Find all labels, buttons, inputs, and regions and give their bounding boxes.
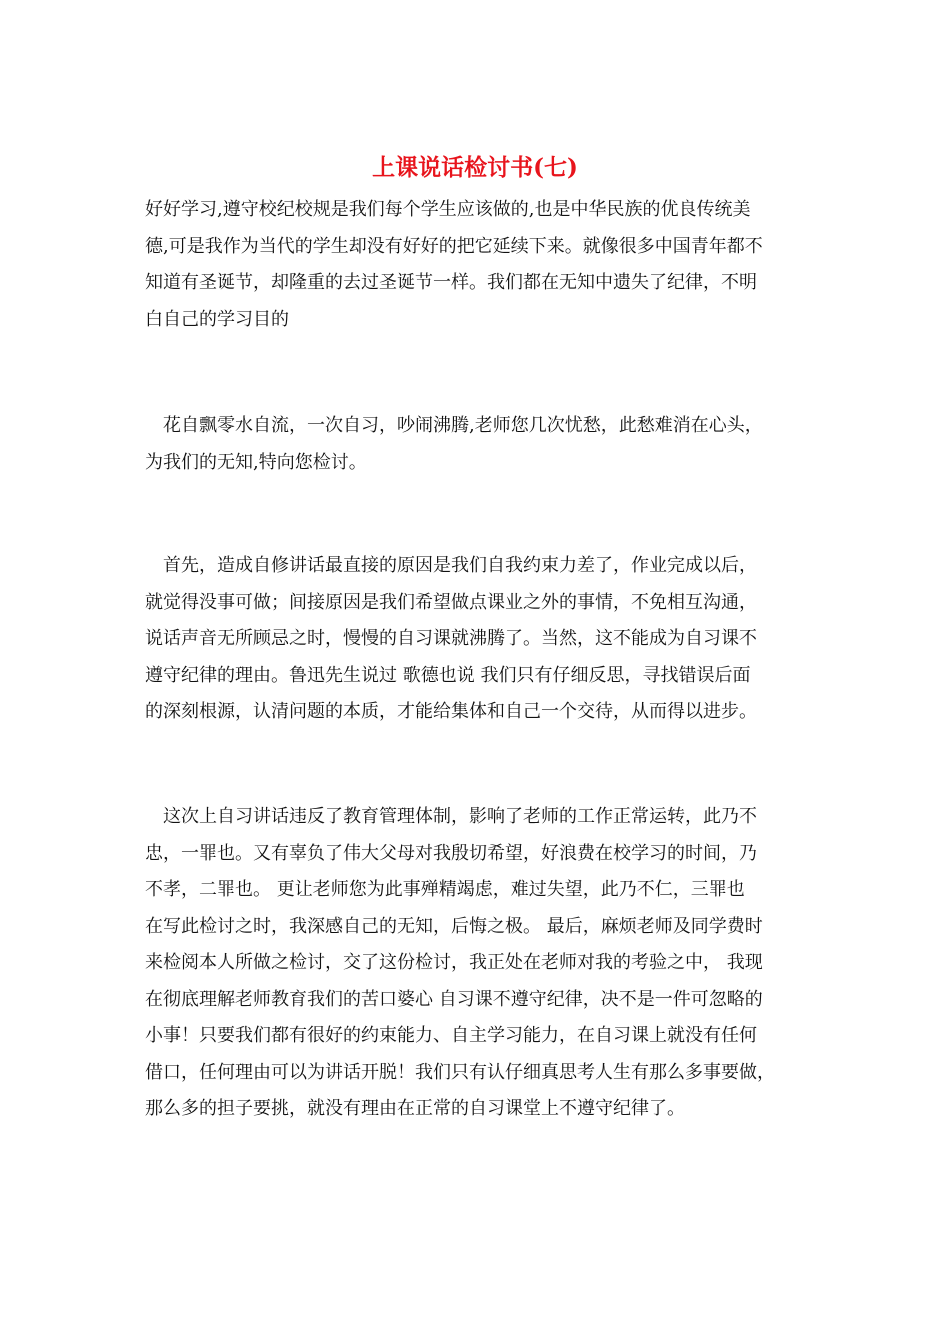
- paragraph-line: 在彻底理解老师教育我们的苦口婆心 自习课不遵守纪律，决不是一件可忽略的: [145, 988, 763, 1010]
- paragraph-line: 来检阅本人所做之检讨，交了这份检讨，我正处在老师对我的考验之中， 我现: [145, 952, 763, 973]
- paragraph-line: 那么多的担子要挑，就没有理由在正常的自习课堂上不遵守纪律了。: [145, 1098, 685, 1119]
- paragraph-line: 忠，一罪也。又有辜负了伟大父母对我殷切希望，好浪费在校学习的时间，乃: [145, 842, 757, 864]
- paragraph-line: 好好学习,遵守校纪校规是我们每个学生应该做的,也是中华民族的优良传统美: [145, 199, 751, 220]
- paragraph-3: [145, 548, 757, 731]
- paragraph-line: 首先，造成自修讲话最直接的原因是我们自我约束力差了，作业完成以后，: [163, 555, 757, 576]
- paragraph-line: 这次上自习讲话违反了教育管理体制，影响了老师的工作正常运转，此乃不: [163, 806, 757, 827]
- paragraph-line: 小事！只要我们都有很好的约束能力、自主学习能力，在自习课上就没有任何: [145, 1025, 757, 1046]
- paragraph-line: 德,可是我作为当代的学生却没有好好的把它延续下来。就像很多中国青年都不: [145, 235, 763, 257]
- paragraph-line: 白自己的学习目的: [145, 308, 289, 330]
- paragraph-4: [145, 799, 775, 1128]
- paragraph-2: [145, 408, 763, 481]
- paragraph-line: 花自飘零水自流，一次自习，吵闹沸腾,老师您几次忧愁，此愁难消在心头，: [163, 415, 763, 436]
- paragraph-line: 的深刻根源，认清问题的本质，才能给集体和自己一个交待，从而得以进步。: [145, 701, 757, 722]
- paragraph-line: 遵守纪律的理由。鲁迅先生说过 歌德也说 我们只有仔细反思，寻找错误后面: [145, 664, 751, 686]
- paragraph-line: 知道有圣诞节，却隆重的去过圣诞节一样。我们都在无知中遗失了纪律，不明: [145, 272, 757, 293]
- paragraph-line: 就觉得没事可做；间接原因是我们希望做点课业之外的事情，不免相互沟通，: [145, 591, 757, 613]
- document-title: 上课说话检讨书(七): [372, 154, 578, 181]
- paragraph-line: 为我们的无知,特向您检讨。: [145, 451, 367, 473]
- paragraph-line: 在写此检讨之时，我深感自己的无知，后悔之极。 最后，麻烦老师及同学费时: [145, 915, 763, 937]
- paragraph-line: 说话声音无所顾忌之时，慢慢的自习课就沸腾了。当然，这不能成为自习课不: [145, 628, 757, 649]
- paragraph-line: 借口，任何理由可以为讲话开脱！我们只有认仔细真思考人生有那么多事要做，: [145, 1061, 775, 1083]
- paragraph-line: 不孝，二罪也。 更让老师您为此事殚精竭虑，难过失望，此乃不仁，三罪也: [145, 879, 745, 900]
- paragraph-1: [145, 192, 763, 338]
